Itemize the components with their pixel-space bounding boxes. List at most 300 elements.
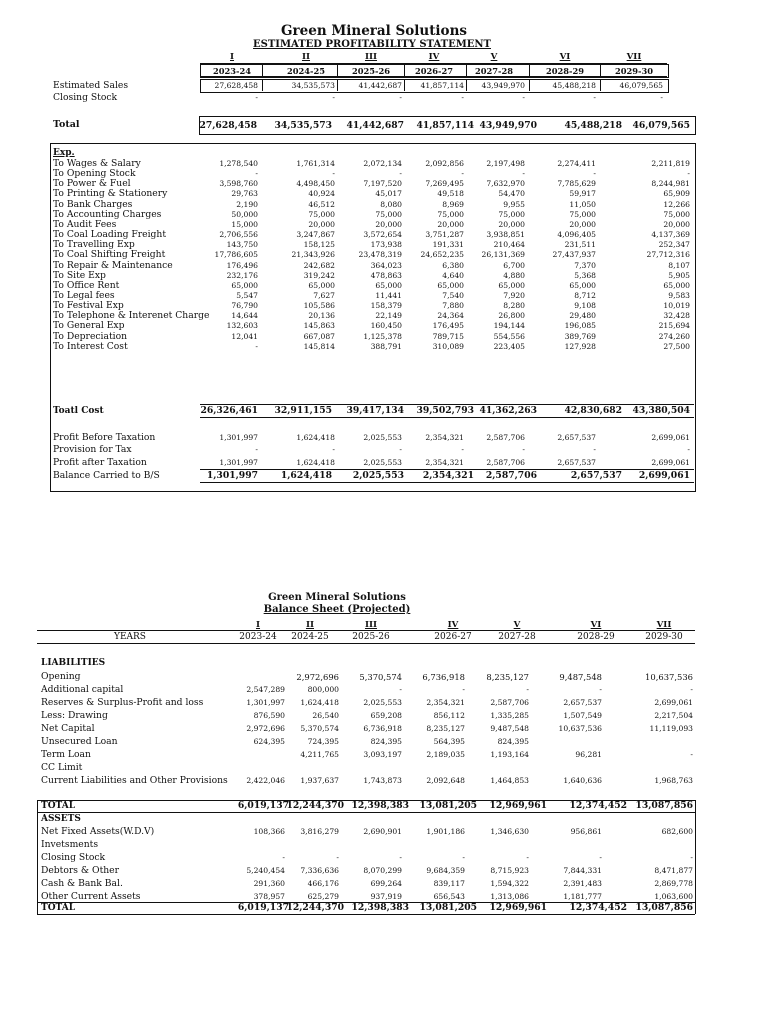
- provision-for-tax-value: -: [687, 445, 690, 454]
- assets-total-value: 12,374,452: [569, 902, 627, 913]
- expense-row-value: 65,909: [663, 189, 690, 198]
- estimated-sales-value: 34,535,573: [291, 81, 335, 90]
- expense-row-label: To Wages & Salary: [53, 158, 141, 169]
- liability-row-value: 1,743,873: [363, 776, 402, 785]
- profit-after-tax-value: 2,699,061: [651, 458, 690, 467]
- expense-row-value: -: [255, 342, 258, 351]
- assets-total-value: 12,969,961: [489, 902, 547, 913]
- asset-row-value: 378,957: [253, 892, 285, 901]
- balance-subtitle: Balance Sheet (Projected): [263, 604, 411, 615]
- rule-line: [200, 417, 694, 418]
- expense-row-value: 7,880: [442, 301, 464, 310]
- expense-row-value: 65,000: [569, 281, 596, 290]
- liabilities-total-value: 12,244,370: [286, 800, 344, 811]
- asset-row-value: 108,366: [253, 827, 285, 836]
- asset-row-value: 937,919: [370, 892, 402, 901]
- expense-row-label: To Accounting Charges: [53, 209, 162, 220]
- year-divider: [404, 64, 405, 76]
- year-underline: [635, 630, 679, 631]
- liability-row-value: 2,587,706: [490, 698, 529, 707]
- provision-for-tax-value: -: [461, 445, 464, 454]
- expense-row-value: 3,247,867: [296, 230, 335, 239]
- liability-row-value: 8,235,127: [426, 724, 465, 733]
- closing-stock-value: -: [461, 93, 464, 102]
- profit-before-tax-label: Profit Before Taxation: [53, 432, 156, 443]
- liability-row-label: Opening: [41, 671, 81, 682]
- expense-row-value: 75,000: [375, 210, 402, 219]
- expense-row-value: 667,087: [303, 332, 335, 341]
- expense-row-value: 2,706,556: [219, 230, 258, 239]
- expense-row-value: 65,000: [498, 281, 525, 290]
- rule-line: [37, 812, 695, 813]
- balance-carried-value: 2,354,321: [422, 470, 474, 481]
- liability-row-label: Additional capital: [41, 684, 124, 695]
- liability-row-value: 1,937,637: [300, 776, 339, 785]
- expense-row-value: 10,019: [663, 301, 690, 310]
- expense-row-value: 7,627: [313, 291, 335, 300]
- closing-stock-value: -: [399, 93, 402, 102]
- expense-row-value: 20,000: [569, 220, 596, 229]
- assets-total-value: 12,398,383: [351, 902, 409, 913]
- expense-row-value: 105,586: [303, 301, 335, 310]
- asset-row-value: 625,279: [307, 892, 339, 901]
- closing-stock-value: -: [332, 93, 335, 102]
- asset-row-value: 1,063,600: [654, 892, 693, 901]
- expense-row-value: 7,540: [442, 291, 464, 300]
- balance-carried-value: 2,657,537: [570, 470, 622, 481]
- balance-carried-value: 2,587,706: [485, 470, 537, 481]
- expense-row-value: 4,498,450: [296, 179, 335, 188]
- liability-row-value: 1,301,997: [246, 698, 285, 707]
- year-divider: [600, 64, 601, 76]
- expense-row-value: 20,136: [308, 311, 335, 320]
- liability-row-value: 6,736,918: [363, 724, 402, 733]
- liability-row-value: 2,189,035: [426, 750, 465, 759]
- liability-row-value: 1,507,549: [563, 711, 602, 720]
- profit-after-tax-value: 1,624,418: [296, 458, 335, 467]
- assets-heading: ASSETS: [41, 814, 81, 824]
- estimated-sales-value: 45,488,218: [552, 81, 596, 90]
- balance-col-year: 2026-27: [434, 632, 472, 642]
- expense-row-value: 252,347: [658, 240, 690, 249]
- expense-row-value: 65,000: [375, 281, 402, 290]
- expense-row-value: 65,000: [437, 281, 464, 290]
- asset-row-value: 2,690,901: [363, 827, 402, 836]
- liability-row-value: 3,093,197: [363, 750, 402, 759]
- assets-total-label: TOTAL: [41, 903, 76, 913]
- expense-row-value: 75,000: [308, 210, 335, 219]
- expense-row-value: 26,800: [498, 311, 525, 320]
- profit-after-tax-value: 2,354,321: [425, 458, 464, 467]
- expense-row-value: 59,917: [569, 189, 596, 198]
- expense-row-value: 5,368: [574, 271, 596, 280]
- expense-row-value: 8,080: [380, 200, 402, 209]
- expense-row-value: -: [522, 169, 525, 178]
- liability-row-label: Current Liabilities and Other Provisions: [41, 775, 228, 786]
- balance-col-roman: VI: [590, 620, 602, 630]
- profit-col-year: 2024-25: [286, 66, 326, 76]
- liability-row-label: Reserves & Surplus-Profit and loss: [41, 697, 204, 708]
- expense-row-value: 3,572,654: [363, 230, 402, 239]
- expense-row-label: To Travelling Exp: [53, 239, 135, 250]
- asset-row-value: 5,240,454: [246, 866, 285, 875]
- liability-row-value: 856,112: [433, 711, 465, 720]
- liability-row-value: 2,657,537: [563, 698, 602, 707]
- expense-row-label: To Interest Cost: [53, 341, 128, 352]
- asset-row-value: 8,715,923: [490, 866, 529, 875]
- closing-stock-value: -: [593, 93, 596, 102]
- profit-after-tax-value: 1,301,997: [219, 458, 258, 467]
- balance-col-roman: II: [305, 620, 315, 630]
- expense-row-value: 2,072,134: [363, 159, 402, 168]
- profit-col-roman: V: [490, 52, 498, 62]
- rule-line: [695, 800, 696, 914]
- expense-row-value: 319,242: [303, 271, 335, 280]
- total-cost-value: 41,362,263: [479, 405, 537, 416]
- expense-row-label: To Printing & Stationery: [53, 188, 168, 199]
- expense-row-value: 223,405: [493, 342, 525, 351]
- expense-row-value: 1,761,314: [296, 159, 335, 168]
- liability-row-value: 1,464,853: [490, 776, 529, 785]
- liability-row-label: CC Limit: [41, 762, 83, 773]
- expense-row-value: 29,763: [231, 189, 258, 198]
- provision-for-tax-value: -: [399, 445, 402, 454]
- sales-divider: [404, 79, 405, 91]
- expense-row-label: To Coal Loading Freight: [53, 229, 167, 240]
- expense-row-value: -: [255, 169, 258, 178]
- expense-row-value: 7,632,970: [486, 179, 525, 188]
- expense-row-label: To Coal Shifting Freight: [53, 249, 166, 260]
- estimated-sales-value: 27,628,458: [214, 81, 258, 90]
- liability-row-value: 10,637,536: [558, 724, 602, 733]
- expense-row-value: 388,791: [370, 342, 402, 351]
- balance-col-year: 2028-29: [577, 632, 615, 642]
- sales-divider: [337, 79, 338, 91]
- asset-row-value: -: [462, 853, 465, 862]
- asset-row-value: -: [399, 853, 402, 862]
- expense-row-value: 478,863: [370, 271, 402, 280]
- expense-row-value: 21,343,926: [291, 250, 335, 259]
- profit-after-tax-label: Profit after Taxation: [53, 457, 147, 468]
- expense-row-value: 127,928: [564, 342, 596, 351]
- balance-col-year: 2029-30: [645, 632, 683, 642]
- liability-row-value: 2,699,061: [654, 698, 693, 707]
- asset-row-value: 699,264: [370, 879, 402, 888]
- expense-row-value: 2,197,498: [486, 159, 525, 168]
- total-value: 27,628,458: [199, 120, 257, 131]
- expense-row-value: 310,089: [432, 342, 464, 351]
- liability-row-value: 9,487,548: [559, 672, 602, 682]
- expense-row-value: 196,085: [564, 321, 596, 330]
- asset-row-label: Other Current Assets: [41, 891, 141, 902]
- profit-col-year: 2027-28: [474, 66, 514, 76]
- expense-row-value: 12,266: [663, 200, 690, 209]
- estimated-sales-value: 43,949,970: [481, 81, 525, 90]
- balance-carried-value: 1,624,418: [280, 470, 332, 481]
- year-underline: [490, 630, 534, 631]
- expense-row-value: 389,769: [564, 332, 596, 341]
- liability-row-value: 11,119,093: [649, 724, 693, 733]
- estimated-sales-value: 41,442,687: [358, 81, 402, 90]
- year-underline: [405, 630, 449, 631]
- expense-row-value: 7,370: [574, 261, 596, 270]
- liability-row-value: 5,370,574: [359, 672, 402, 682]
- expense-row-value: 65,000: [231, 281, 258, 290]
- asset-row-value: 2,869,778: [654, 879, 693, 888]
- year-underline: [341, 630, 385, 631]
- liabilities-heading: LIABILITIES: [41, 658, 106, 668]
- expense-row-value: 4,640: [442, 271, 464, 280]
- asset-row-value: 1,594,322: [490, 879, 529, 888]
- year-divider: [337, 64, 338, 76]
- total-value: 41,442,687: [346, 120, 404, 131]
- expense-row-value: 75,000: [569, 210, 596, 219]
- balance-carried-value: 2,699,061: [638, 470, 690, 481]
- liabilities-total-value: 13,087,856: [635, 800, 693, 811]
- rule-line: [37, 800, 38, 914]
- expense-row-value: 14,644: [231, 311, 258, 320]
- expense-row-value: 32,428: [663, 311, 690, 320]
- liability-row-value: -: [399, 685, 402, 694]
- provision-for-tax-value: -: [255, 445, 258, 454]
- balance-col-roman: III: [364, 620, 378, 630]
- total-cost-value: 26,326,461: [200, 405, 258, 416]
- profit-col-roman: VII: [626, 52, 642, 62]
- liability-row-value: 1,193,164: [490, 750, 529, 759]
- total-value: 34,535,573: [274, 120, 332, 131]
- profit-col-year: 2029-30: [614, 66, 654, 76]
- liability-row-value: 8,235,127: [486, 672, 529, 682]
- expense-row-value: 9,955: [503, 200, 525, 209]
- liability-row-label: Term Loan: [41, 749, 91, 760]
- liability-row-value: 4,211,765: [300, 750, 339, 759]
- asset-row-label: Debtors & Other: [41, 865, 120, 876]
- balance-col-year: 2024-25: [291, 632, 329, 642]
- expense-row-value: 65,000: [663, 281, 690, 290]
- sales-box: [200, 79, 669, 93]
- balance-carried-value: 2,025,553: [352, 470, 404, 481]
- profit-col-roman: I: [229, 52, 235, 62]
- expense-row-label: To Repair & Maintenance: [53, 260, 173, 271]
- asset-row-label: Closing Stock: [41, 852, 106, 863]
- balance-col-roman: IV: [447, 620, 459, 630]
- profit-col-roman: II: [301, 52, 311, 62]
- provision-for-tax-value: -: [522, 445, 525, 454]
- expense-row-label: To General Exp: [53, 320, 125, 331]
- liability-row-value: 1,968,763: [654, 776, 693, 785]
- asset-row-value: -: [599, 853, 602, 862]
- liability-row-value: 800,000: [307, 685, 339, 694]
- total-cost-value: 39,502,793: [416, 405, 474, 416]
- total-cost-value: 39,417,134: [346, 405, 404, 416]
- expense-row-value: 2,211,819: [651, 159, 690, 168]
- expense-row-value: 7,269,495: [425, 179, 464, 188]
- assets-total-value: 12,244,370: [286, 902, 344, 913]
- expense-row-value: 46,512: [308, 200, 335, 209]
- expense-row-value: 11,441: [375, 291, 402, 300]
- balance-col-roman: I: [255, 620, 261, 630]
- expense-row-value: 24,364: [437, 311, 464, 320]
- asset-row-label: Cash & Bank Bal.: [41, 878, 123, 889]
- expense-row-value: 6,700: [503, 261, 525, 270]
- expense-row-label: To Site Exp: [53, 270, 106, 281]
- profit-after-tax-value: 2,025,553: [363, 458, 402, 467]
- expense-row-value: 27,500: [663, 342, 690, 351]
- balance-company-title: Green Mineral Solutions: [268, 592, 406, 603]
- profit-col-year: 2026-27: [414, 66, 454, 76]
- liability-row-value: 876,590: [253, 711, 285, 720]
- expense-row-value: 143,750: [226, 240, 258, 249]
- expense-row-value: 20,000: [375, 220, 402, 229]
- closing-stock-value: -: [522, 93, 525, 102]
- liability-row-label: Net Capital: [41, 723, 95, 734]
- total-cost-value: 42,830,682: [564, 405, 622, 416]
- asset-row-value: 1,901,186: [426, 827, 465, 836]
- expense-row-value: 8,712: [574, 291, 596, 300]
- expense-row-value: 173,938: [370, 240, 402, 249]
- expense-row-value: 11,050: [569, 200, 596, 209]
- expense-row-value: 65,000: [308, 281, 335, 290]
- asset-row-value: 1,313,086: [490, 892, 529, 901]
- expense-row-value: 789,715: [432, 332, 464, 341]
- liability-row-value: -: [462, 685, 465, 694]
- expense-row-label: To Audit Fees: [53, 219, 117, 230]
- liability-row-value: 2,547,289: [246, 685, 285, 694]
- liability-row-value: 564,395: [433, 737, 465, 746]
- expense-row-label: To Festival Exp: [53, 300, 124, 311]
- expense-row-value: 194,144: [493, 321, 525, 330]
- estimated-sales-value: 41,857,114: [420, 81, 464, 90]
- asset-row-value: 956,861: [570, 827, 602, 836]
- expense-row-value: 3,938,851: [486, 230, 525, 239]
- expense-row-value: 2,274,411: [557, 159, 596, 168]
- sales-divider: [600, 79, 601, 91]
- expense-row-value: 12,041: [231, 332, 258, 341]
- balance-col-year: 2023-24: [239, 632, 277, 642]
- expense-row-value: -: [593, 169, 596, 178]
- asset-row-value: 7,844,331: [563, 866, 602, 875]
- expense-row-label: To Legal fees: [53, 290, 115, 301]
- expense-row-value: 5,547: [236, 291, 258, 300]
- expense-row-value: 4,096,405: [557, 230, 596, 239]
- expense-row-label: To Power & Fuel: [53, 178, 131, 189]
- rule-line: [200, 482, 694, 483]
- profit-after-tax-value: 2,587,706: [486, 458, 525, 467]
- asset-row-value: -: [282, 853, 285, 862]
- expense-row-value: 554,556: [493, 332, 525, 341]
- provision-for-tax-value: -: [332, 445, 335, 454]
- asset-row-value: 682,600: [661, 827, 693, 836]
- expense-row-label: To Bank Charges: [53, 199, 133, 210]
- liability-row-value: 824,395: [370, 737, 402, 746]
- liability-row-value: 26,540: [312, 711, 339, 720]
- expense-row-value: 176,496: [226, 261, 258, 270]
- expense-row-value: 17,786,605: [214, 250, 258, 259]
- total-value: 43,949,970: [479, 120, 537, 131]
- asset-row-value: 1,181,777: [563, 892, 602, 901]
- expense-row-label: To Telephone & Interenet Charge: [53, 310, 210, 321]
- expense-row-value: 242,682: [303, 261, 335, 270]
- expense-row-value: 76,790: [231, 301, 258, 310]
- balance-col-year: 2027-28: [498, 632, 536, 642]
- liabilities-total-value: 12,398,383: [351, 800, 409, 811]
- expense-row-value: -: [687, 169, 690, 178]
- liability-row-value: -: [690, 685, 693, 694]
- liability-row-value: 2,217,504: [654, 711, 693, 720]
- sales-divider: [529, 79, 530, 91]
- expense-row-value: -: [399, 169, 402, 178]
- expense-row-value: 49,518: [437, 189, 464, 198]
- expense-row-value: 158,379: [370, 301, 402, 310]
- asset-row-value: -: [336, 853, 339, 862]
- profit-after-tax-value: 2,657,537: [557, 458, 596, 467]
- year-header-box: [200, 64, 669, 78]
- expense-row-value: 145,814: [303, 342, 335, 351]
- expense-row-value: 40,924: [308, 189, 335, 198]
- assets-total-value: 6,019,137: [237, 902, 289, 913]
- liability-row-label: Less: Drawing: [41, 710, 108, 721]
- year-underline: [283, 630, 327, 631]
- asset-row-value: 2,391,483: [563, 879, 602, 888]
- total-cost-value: 32,911,155: [274, 405, 332, 416]
- year-divider: [262, 64, 263, 76]
- expense-row-value: 15,000: [231, 220, 258, 229]
- expense-row-value: 145,863: [303, 321, 335, 330]
- liabilities-total-value: 12,374,452: [569, 800, 627, 811]
- profit-col-roman: VI: [559, 52, 571, 62]
- expense-row-value: 20,000: [437, 220, 464, 229]
- year-divider: [529, 64, 530, 76]
- provision-for-tax-value: -: [593, 445, 596, 454]
- expense-row-value: 26,131,369: [481, 250, 525, 259]
- profit-before-tax-value: 2,699,061: [651, 433, 690, 442]
- expense-row-value: 27,437,937: [552, 250, 596, 259]
- liabilities-total-value: 6,019,137: [237, 800, 289, 811]
- expense-row-value: 4,137,369: [651, 230, 690, 239]
- liability-row-value: 9,487,548: [490, 724, 529, 733]
- expense-row-value: 22,149: [375, 311, 402, 320]
- liability-row-value: 824,395: [497, 737, 529, 746]
- asset-row-value: 1,346,630: [490, 827, 529, 836]
- expense-row-value: 7,785,629: [557, 179, 596, 188]
- liability-row-value: 10,637,536: [645, 672, 693, 682]
- balance-carried-value: 1,301,997: [206, 470, 258, 481]
- rule-line: [37, 914, 695, 915]
- expense-row-value: 364,023: [370, 261, 402, 270]
- expense-row-value: -: [332, 169, 335, 178]
- closing-stock-label: Closing Stock: [53, 92, 118, 103]
- expense-row-value: 5,905: [668, 271, 690, 280]
- profit-before-tax-value: 2,587,706: [486, 433, 525, 442]
- liabilities-total-value: 12,969,961: [489, 800, 547, 811]
- estimated-sales-value: 46,079,565: [619, 81, 663, 90]
- asset-row-value: 466,176: [307, 879, 339, 888]
- asset-row-value: 8,070,299: [363, 866, 402, 875]
- expense-row-label: To Office Rent: [53, 280, 120, 291]
- liability-row-value: -: [526, 685, 529, 694]
- sales-divider: [262, 79, 263, 91]
- year-underline: [550, 630, 594, 631]
- expense-row-value: 7,920: [503, 291, 525, 300]
- rule-line: [37, 643, 695, 644]
- expense-row-value: 20,000: [498, 220, 525, 229]
- expense-row-value: 210,464: [493, 240, 525, 249]
- expense-row-value: 27,712,316: [646, 250, 690, 259]
- liability-row-value: 1,624,418: [300, 698, 339, 707]
- closing-stock-value: -: [255, 93, 258, 102]
- asset-row-value: 3,816,279: [300, 827, 339, 836]
- expense-row-value: 4,880: [503, 271, 525, 280]
